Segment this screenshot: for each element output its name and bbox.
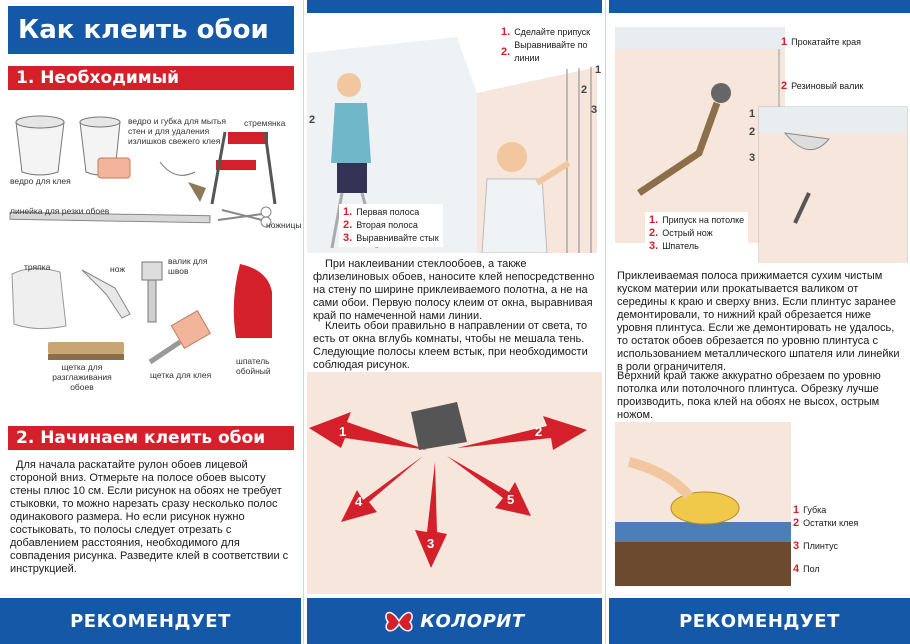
footer-banner	[0, 598, 301, 644]
text-paragraph-2: Верхний край также аккуратно обрезаем по уровню потолка или потолочного плинтуса. Обрезку лучше производить, пока клей на обоях не высох, острым ножом.	[617, 370, 881, 421]
label-knife: нож	[110, 264, 126, 274]
panel-finishing	[609, 0, 910, 644]
label-ruler: линейка для резки обоев	[10, 206, 110, 216]
label-brush-smooth: щетка для разглаживания обоев	[52, 362, 112, 392]
callout-item: 1. Припуск на потолке	[649, 214, 745, 226]
arrow-number: 5	[507, 492, 515, 507]
text-paragraph-1: При наклеивании стеклообоев, а также флизелиновых обоев, наносите клей непосредственно на стену по ширине приклеиваемого полотна, а не на сами обои. Первую полосу клеим от окна, выравнивая край по намеченной нами линии.	[313, 258, 595, 322]
label-rag: тряпка	[24, 262, 51, 272]
label-ladder: стремянка	[244, 118, 286, 128]
direction-illustration	[307, 372, 602, 594]
arrow-number: 4	[355, 494, 363, 509]
callout-item: 1 Губка	[793, 504, 827, 516]
callout-item: 1. Первая полоса	[343, 206, 420, 218]
label-bucket-sponge: ведро и губка для мытья стен и для удаления излишков свежего клея	[128, 116, 226, 146]
label-spatula: шпатель обойный	[236, 356, 271, 376]
callout-item: 2 Остатки клея	[793, 517, 859, 529]
label-brush-glue: щетка для клея	[150, 370, 212, 380]
wall-number: 2	[581, 84, 588, 96]
callout-item: 2. Выравнивайте по линии	[501, 40, 588, 63]
callout-item: 2. Острый нож	[649, 227, 713, 239]
callout-item: 1. Сделайте припуск	[501, 26, 591, 38]
top-bar	[609, 0, 910, 13]
callouts-roll	[781, 36, 861, 49]
gutter	[605, 0, 606, 644]
callout-item: 2. Вторая полоса	[343, 219, 418, 231]
callouts-top	[497, 24, 602, 67]
footer-text: РЕКОМЕНДУЕТ	[679, 610, 840, 632]
footer-banner	[307, 598, 602, 644]
label-bucket-glue: ведро для клея	[10, 176, 71, 186]
text-paragraph-1: Приклеиваемая полоса прижимается сухим чистым куском материи или прокатывается валиком от середины к краю и сверху вниз. Если плинтус заранее демонтировали, то нижний край обрезается ниже уровня плинтуса. Если же демонтировать не удалось, то остаток обоев обрезается по уровню плинтуса с использованием металлического шпателя или линейки в роли ограничителя.	[617, 270, 900, 373]
footer-banner	[609, 598, 910, 644]
panel-tools	[0, 0, 301, 644]
cut-number: 3	[749, 152, 756, 164]
butterfly-logo-icon	[384, 608, 414, 634]
wall-number: 2	[309, 114, 316, 126]
callouts-strips	[339, 204, 443, 247]
page-title: Как клеить обои	[8, 6, 294, 54]
callout-item: 3. Выравнивайте стык	[343, 232, 439, 244]
label-roller: валик для швов	[168, 256, 208, 276]
callout-item: 1 Прокатайте края	[781, 36, 861, 48]
callout-item: 4 Пол	[793, 563, 820, 575]
arrow-number: 3	[427, 536, 435, 551]
wall-number: 1	[595, 64, 602, 76]
callout-item: 2 Резиновый валик	[781, 80, 864, 92]
cut-number: 2	[749, 126, 756, 138]
arrow-number: 1	[339, 424, 347, 439]
instructions-text: Для начала раскатайте рулон обоев лицевой стороной вниз. Отмерьте на полосе обоев высоту стены плюс 10 см. Если рисунок на обоях не требует стыковки, то можно нарезать сразу несколько полос одинакового размера. Но если рисунок нужно состыковать, то полосы следует отрезать с добавлением расстояния, необходимого для совпадения рисунка. Разведите клей в соответствии с инструкцией.	[10, 459, 289, 575]
callout-item: 3 Плинтус	[793, 540, 838, 552]
callouts-cut	[645, 212, 748, 255]
callouts-floor	[793, 504, 903, 576]
cut-number: 1	[749, 108, 756, 120]
top-bar	[307, 0, 602, 13]
text-paragraph-2: Клеить обои правильно в направлении от света, то есть от окна вглубь комнаты, чтобы не мешала тень. Следующие полосы клеем встык, при необходимости соблюдая рисунок.	[313, 320, 588, 371]
callout-item: 3. Шпатель	[649, 240, 699, 252]
section-title-tools: 1. Необходимый инструмент	[8, 66, 294, 90]
arrow-number: 2	[535, 424, 543, 439]
section-title-start: 2. Начинаем клеить обои	[8, 426, 294, 450]
footer-text: РЕКОМЕНДУЕТ	[70, 610, 231, 632]
callouts-roll	[781, 80, 863, 93]
label-scissors: ножницы	[266, 220, 301, 230]
wall-number: 3	[591, 104, 598, 116]
brand-logo-text: КОЛОРИТ	[420, 610, 525, 632]
gutter	[303, 0, 304, 644]
panel-hanging	[307, 0, 602, 644]
